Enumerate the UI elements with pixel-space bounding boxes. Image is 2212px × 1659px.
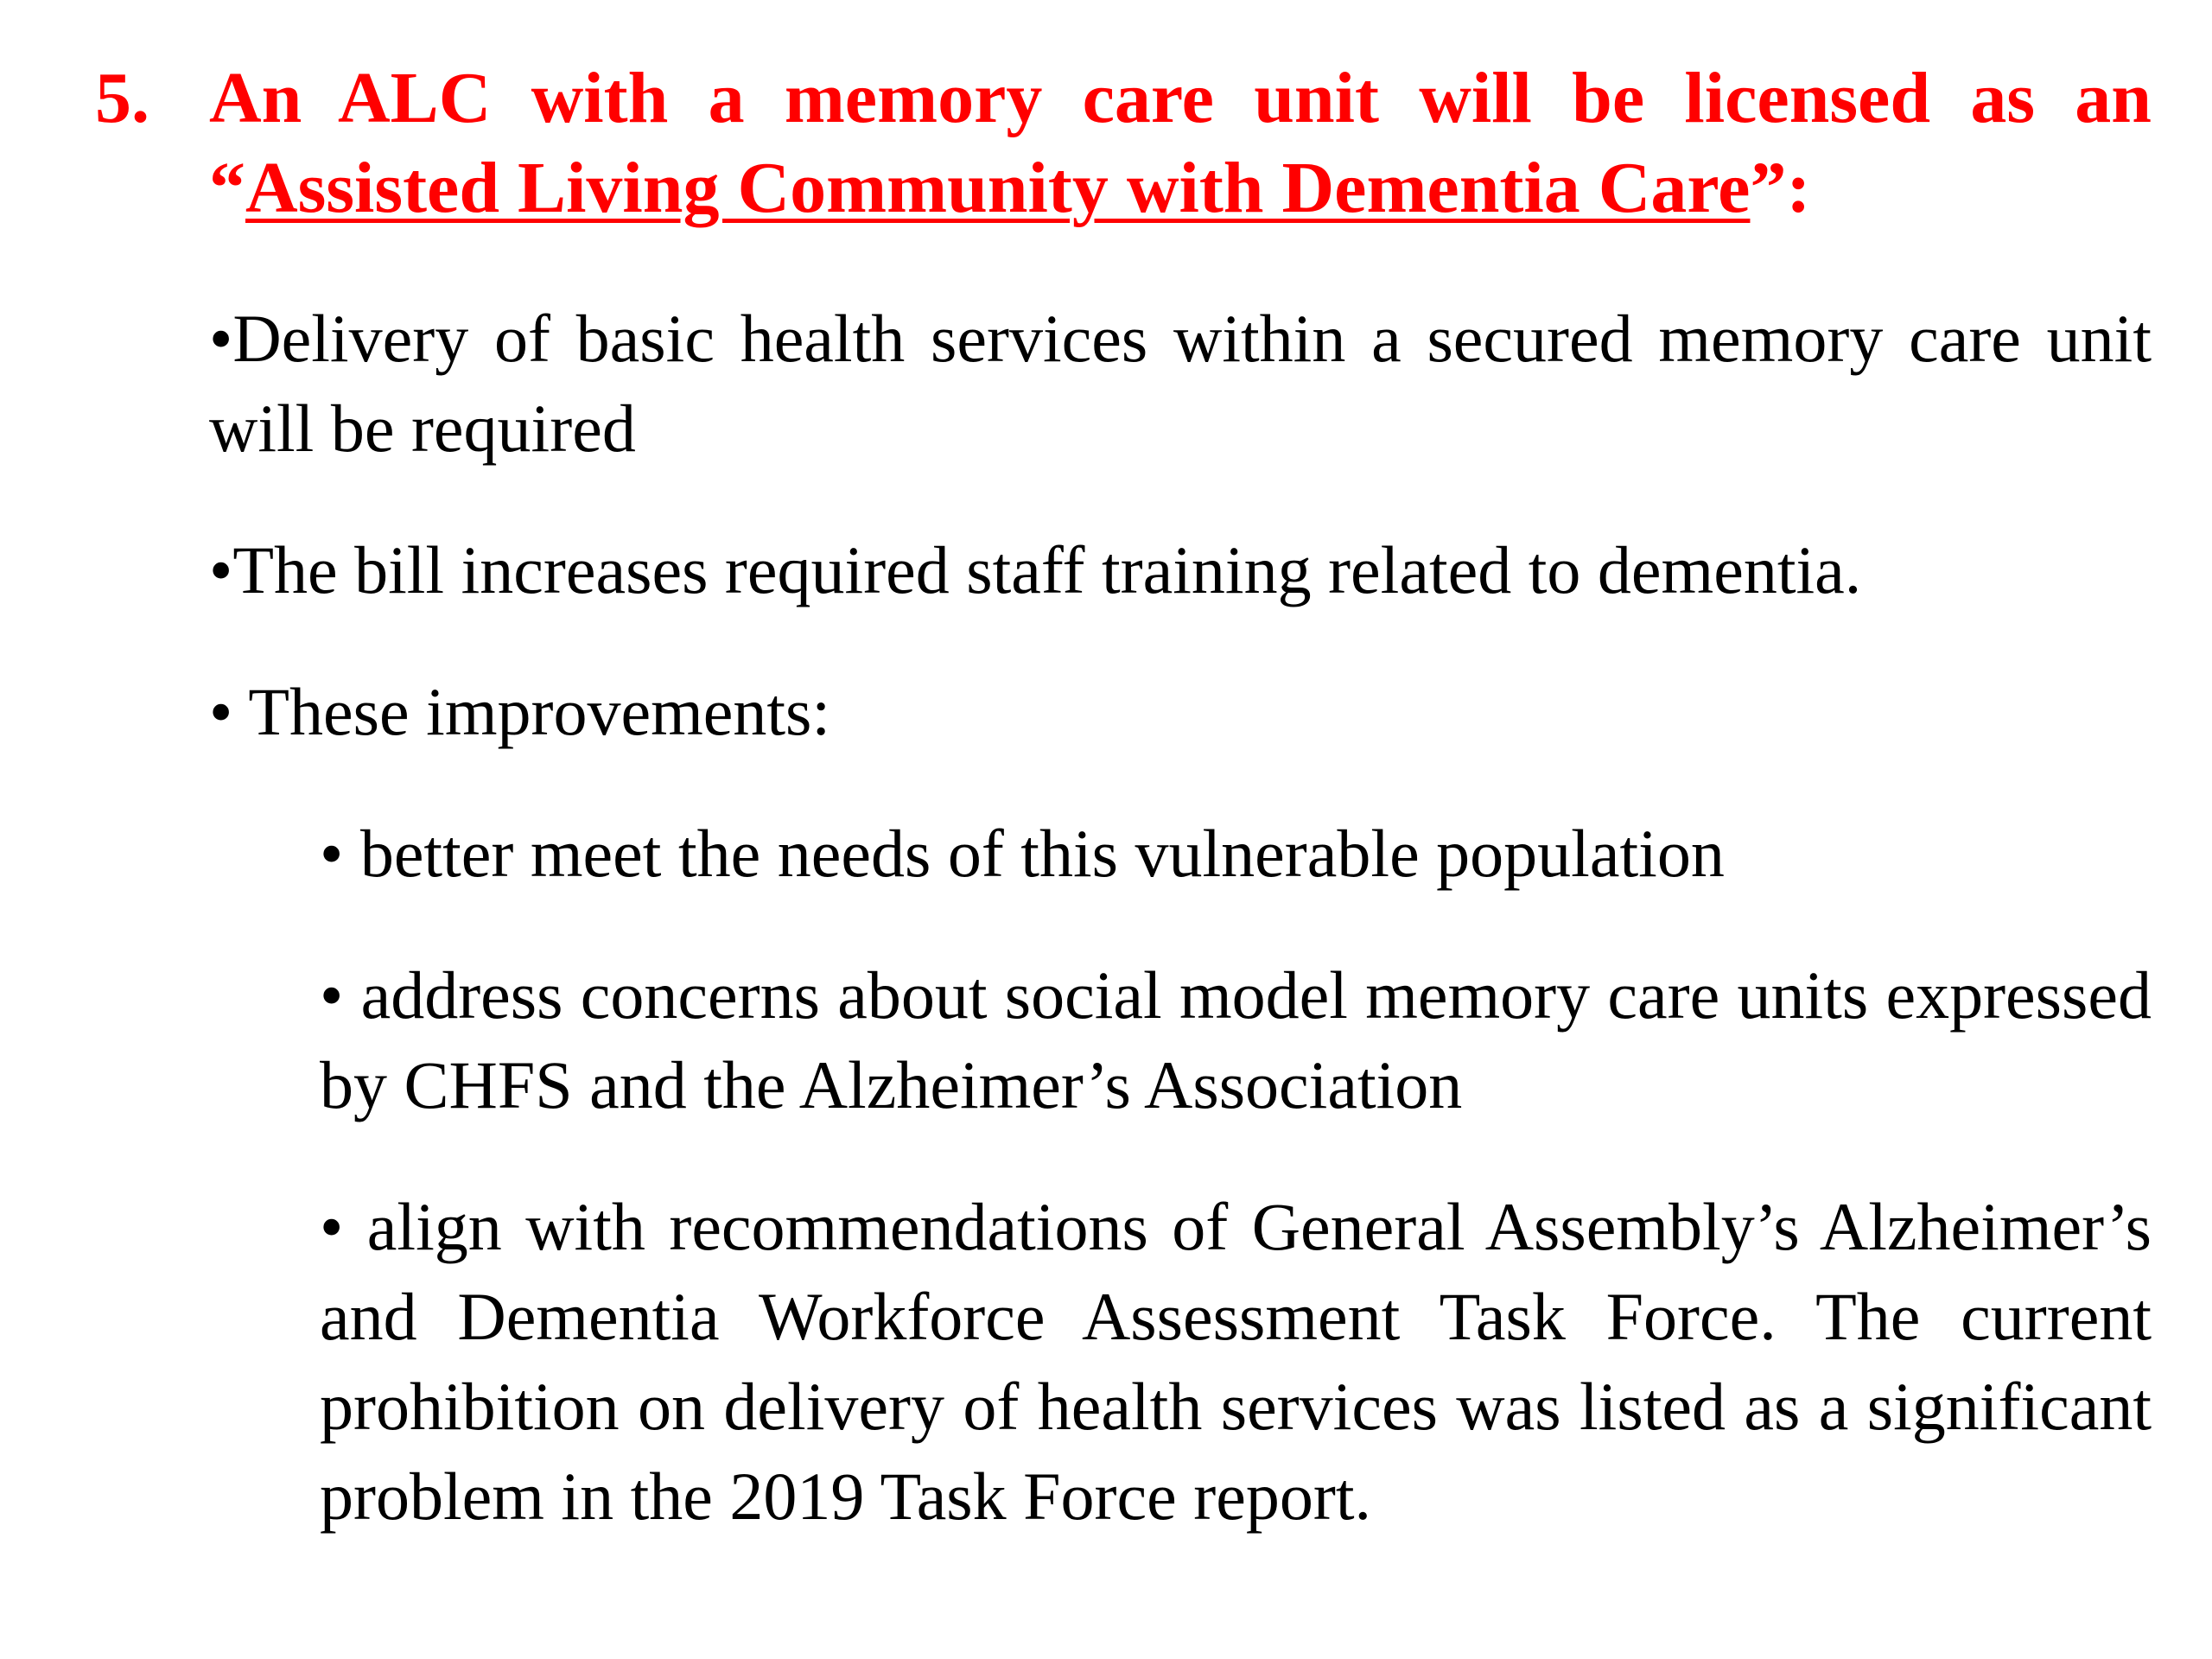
bullet-text: Delivery of basic health services within a secured memory care unit will be required [209,301,2152,466]
bullet-marker: • [320,1189,367,1264]
bullet-health-services [209,294,2152,474]
bullet-improvements [209,667,2152,757]
bullet-text: better meet the needs of this vulnerable population [359,816,1725,891]
bullet-text: address concerns about social model memory care units expressed by CHFS and the Alzheimer’s Association [320,957,2152,1122]
license-name: Assisted Living Community with Dementia Care [245,148,1751,228]
sub-bullet-vulnerable-population [320,809,2152,899]
heading-number: 5. [95,58,149,138]
bullet-marker: • [320,957,361,1033]
heading-text [209,54,2152,233]
bullet-marker: • [209,301,233,376]
bullet-marker: • [209,532,233,607]
heading-text-before: An ALC with a memory care unit will be licensed as an “ [209,58,2152,228]
sub-bullet-social-model-concerns [320,950,2152,1130]
bullet-marker: • [320,816,360,891]
bullet-staff-training [209,525,2152,615]
bullet-text: The bill increases required staff training related to dementia. [232,532,1862,607]
heading-text-after: ”: [1750,148,1811,228]
sub-bullet-task-force-alignment [320,1182,2152,1541]
bullet-text: align with recommendations of General Assembly’s Alzheimer’s and Dementia Workforce Assessment Task Force. The current prohibition on delivery of health services was listed as a significant problem in the 2019 Task Force report. [320,1189,2152,1534]
section-heading [95,54,2152,233]
bullet-marker: • [209,674,249,749]
bullet-text: These improvements: [248,674,831,749]
